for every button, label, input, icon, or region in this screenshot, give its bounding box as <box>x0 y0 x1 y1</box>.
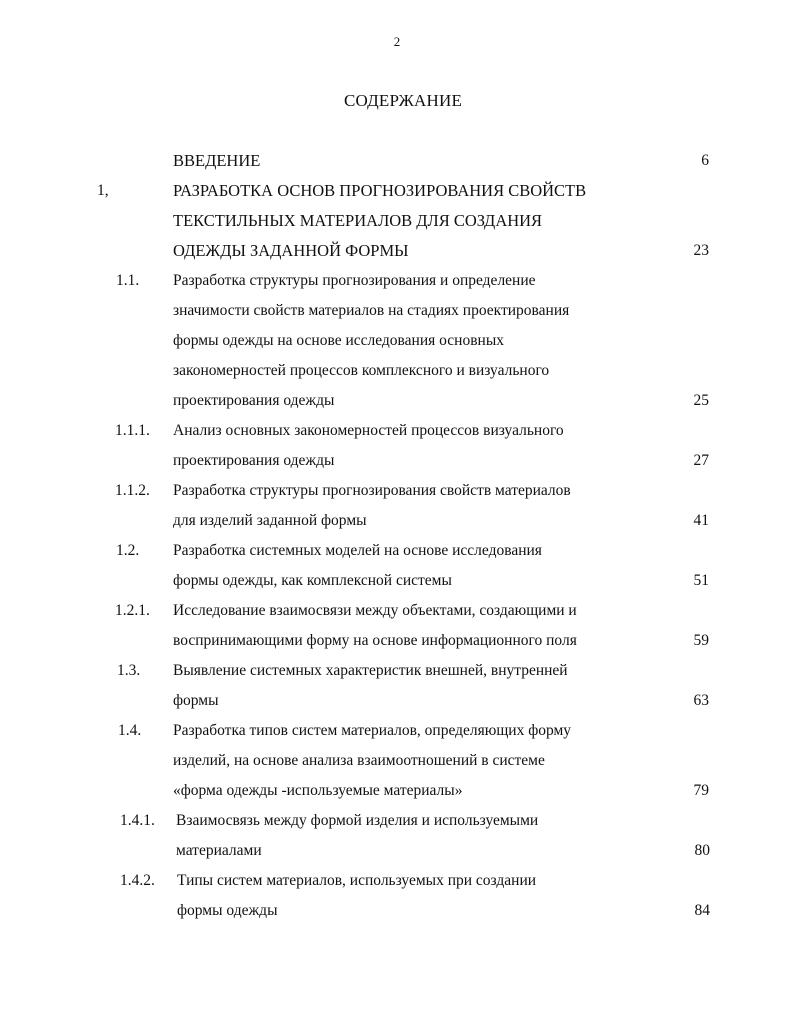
toc-entry-page: 84 <box>694 902 710 919</box>
toc-entry-text: Типы систем материалов, используемых при создании <box>177 872 537 889</box>
toc-entry-introduction <box>0 146 794 176</box>
toc-entry-page: 63 <box>693 692 709 709</box>
toc-entry-1-1-1 <box>0 416 794 476</box>
toc-entry-1-4-1 <box>0 806 794 866</box>
toc-entry-number: 1.1.1. <box>115 422 150 439</box>
toc-entry-text: материалами <box>176 842 262 859</box>
page-number: 2 <box>393 34 401 49</box>
toc-entry-text: для изделий заданной формы <box>173 512 367 529</box>
toc-entry-page: 41 <box>693 512 709 529</box>
toc-entry-text: ТЕКСТИЛЬНЫХ МАТЕРИАЛОВ ДЛЯ СОЗДАНИЯ <box>173 211 543 230</box>
toc-entry-number: 1.4.1. <box>120 812 155 829</box>
toc-entry-text: формы одежды <box>177 902 278 919</box>
toc-entry-text: формы одежды, как комплексной системы <box>173 572 452 589</box>
toc-entry-chapter-1 <box>0 176 794 266</box>
toc-entry-text: Взаимосвязь между формой изделия и используемыми <box>176 812 539 829</box>
toc-entry-text: формы <box>173 692 219 709</box>
toc-entry-1-1-2 <box>0 476 794 536</box>
toc-entry-number: 1.4.2. <box>120 872 155 889</box>
toc-entry-1-2-1 <box>0 596 794 656</box>
toc-entry-number: 1.2. <box>116 542 140 559</box>
toc-entry-page: 79 <box>693 782 709 799</box>
toc-entry-text: «форма одежды -используемые материалы» <box>173 782 463 799</box>
toc-entry-text: проектирования одежды <box>173 452 335 469</box>
toc-entry-text: Выявление системных характеристик внешней, внутренней <box>173 662 568 679</box>
toc-entry-text: Исследование взаимосвязи между объектами, создающими и <box>173 602 577 619</box>
toc-entry-text: изделий, на основе анализа взаимоотношений в системе <box>173 752 545 769</box>
toc-entry-1-4-2 <box>0 866 794 926</box>
toc-title: СОДЕРЖАНИЕ <box>343 91 463 110</box>
toc-entry-text: значимости свойств материалов на стадиях проектирования <box>173 302 570 319</box>
toc-entry-text: формы одежды на основе исследования основных <box>173 332 504 349</box>
toc-entry-text: ОДЕЖДЫ ЗАДАННОЙ ФОРМЫ <box>173 241 409 260</box>
toc-entry-page: 25 <box>693 392 709 409</box>
toc-entry-page: 59 <box>693 632 709 649</box>
toc-entry-1-2 <box>0 536 794 596</box>
toc-entry-text: ВВЕДЕНИЕ <box>173 151 261 170</box>
toc-entry-1-3 <box>0 656 794 716</box>
toc-entry-number: 1.1. <box>116 272 140 289</box>
toc-entry-page: 23 <box>693 242 709 259</box>
toc-entry-page: 27 <box>693 452 709 469</box>
toc-entry-page: 80 <box>694 842 710 859</box>
toc-entry-text: воспринимающими форму на основе информационного поля <box>173 632 577 649</box>
toc-entry-page: 51 <box>693 572 709 589</box>
toc-entry-number: 1.3. <box>117 662 141 679</box>
table-of-contents <box>0 146 794 926</box>
toc-entry-text: Разработка системных моделей на основе исследования <box>173 542 542 559</box>
toc-entry-number: 1.2.1. <box>115 602 150 619</box>
toc-entry-1-1 <box>0 266 794 416</box>
toc-entry-text: проектирования одежды <box>173 392 335 409</box>
toc-entry-number: 1.4. <box>118 722 142 739</box>
toc-entry-number: 1.1.2. <box>115 482 150 499</box>
toc-entry-text: закономерностей процессов комплексного и визуального <box>173 362 550 379</box>
toc-entry-page: 6 <box>701 152 709 169</box>
toc-entry-text: Разработка типов систем материалов, определяющих форму <box>173 722 572 739</box>
toc-entry-text: Разработка структуры прогнозирования свойств материалов <box>173 482 571 499</box>
toc-entry-text: Анализ основных закономерностей процессов визуального <box>173 422 564 439</box>
toc-entry-number: 1, <box>97 182 109 199</box>
toc-entry-text: Разработка структуры прогнозирования и определение <box>173 272 536 289</box>
toc-entry-1-4 <box>0 716 794 806</box>
toc-entry-text: РАЗРАБОТКА ОСНОВ ПРОГНОЗИРОВАНИЯ СВОЙСТВ <box>173 181 587 200</box>
